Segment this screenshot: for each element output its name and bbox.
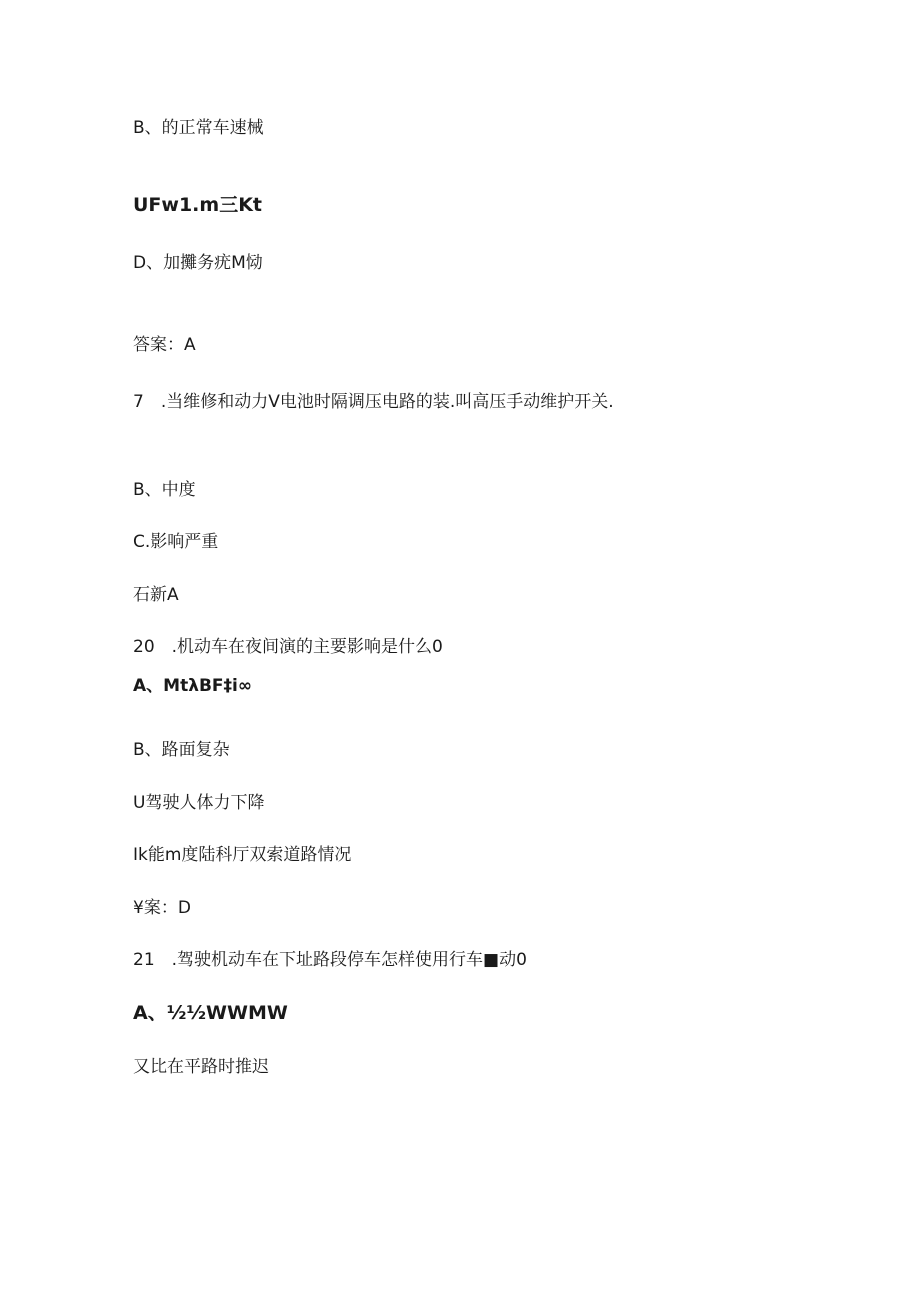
option-a-line: A、½½WWMW	[133, 1002, 288, 1024]
garbled-option-line: UFw1.m三Kt	[133, 194, 263, 216]
option-b-line: B、的正常车速械	[133, 118, 264, 138]
option-b-line: B、中度	[133, 480, 196, 500]
question-20-line: 20 .机动车在夜间演的主要影响是什么0	[133, 637, 443, 657]
option-b-line: 又比在平路时推迟	[133, 1057, 269, 1077]
option-c-line: U驾驶人体力下降	[133, 793, 265, 813]
answer-line: 石新A	[133, 585, 179, 605]
option-d-line: Ik能m度陆科厅双索道路情况	[133, 845, 352, 865]
option-b-line: B、路面复杂	[133, 740, 230, 760]
question-21-line: 21 .驾驶机动车在下址路段停车怎样使用行车■动0	[133, 950, 527, 970]
answer-line: ¥案：D	[133, 898, 191, 918]
option-a-line: A、MtλBF‡i∞	[133, 676, 253, 696]
answer-line: 答案：A	[133, 335, 196, 355]
question-7-line: 7 .当维修和动力V电池时隔调压电路的装.叫高压手动维护开关.	[133, 392, 614, 412]
option-d-line: D、加攤务疣M恸	[133, 253, 263, 273]
option-c-line: C.影响严重	[133, 532, 219, 552]
